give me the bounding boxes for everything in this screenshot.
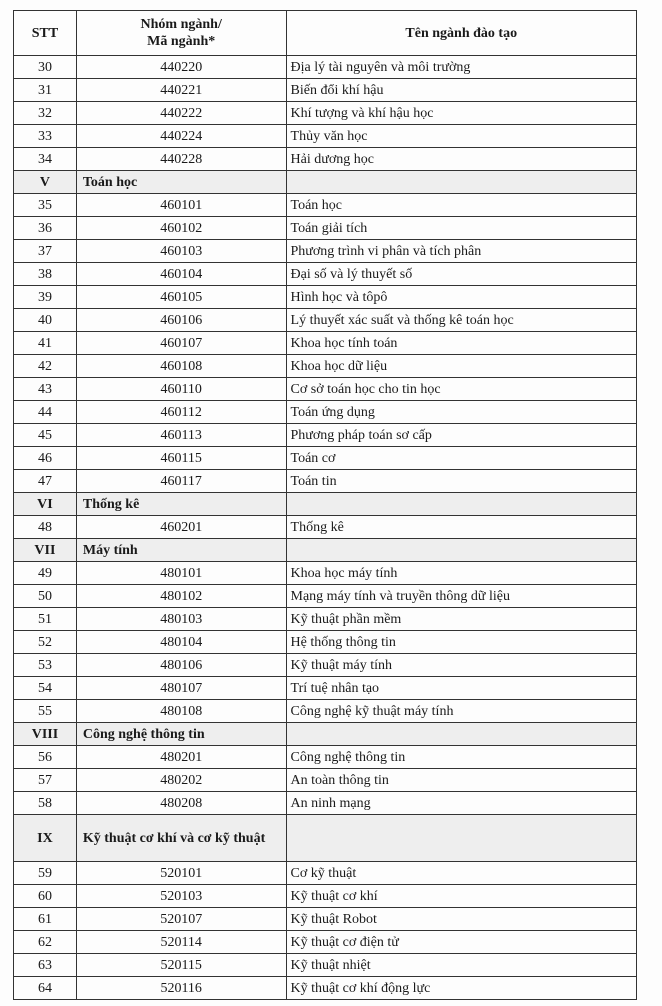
- table-row: [14, 332, 637, 355]
- row-code: 460117: [76, 470, 286, 493]
- row-code: 460105: [76, 286, 286, 309]
- row-name: Cơ sở toán học cho tin học: [286, 378, 636, 401]
- row-code: 460107: [76, 332, 286, 355]
- row-stt: 60: [14, 885, 77, 908]
- table-row: [14, 977, 637, 1000]
- row-code: 520115: [76, 954, 286, 977]
- group-row: [14, 171, 637, 194]
- row-stt: 45: [14, 424, 77, 447]
- table-row: [14, 931, 637, 954]
- row-name: Phương pháp toán sơ cấp: [286, 424, 636, 447]
- row-name: Kỹ thuật máy tính: [286, 654, 636, 677]
- table-row: [14, 194, 637, 217]
- row-code: 440221: [76, 79, 286, 102]
- row-stt: 36: [14, 217, 77, 240]
- header-name: Tên ngành đào tạo: [286, 11, 636, 56]
- row-stt: 54: [14, 677, 77, 700]
- row-name: Khoa học máy tính: [286, 562, 636, 585]
- row-name: Công nghệ kỹ thuật máy tính: [286, 700, 636, 723]
- row-stt: 49: [14, 562, 77, 585]
- table-row: [14, 470, 637, 493]
- row-code: 480202: [76, 769, 286, 792]
- row-name: Phương trình vi phân và tích phân: [286, 240, 636, 263]
- table-row: [14, 862, 637, 885]
- row-stt: 43: [14, 378, 77, 401]
- row-code: 460103: [76, 240, 286, 263]
- table-row: [14, 677, 637, 700]
- row-code: 480208: [76, 792, 286, 815]
- row-name: Hải dương học: [286, 148, 636, 171]
- row-name: Mạng máy tính và truyền thông dữ liệu: [286, 585, 636, 608]
- row-name: Thủy văn học: [286, 125, 636, 148]
- header-code: [76, 11, 286, 56]
- group-name: Kỹ thuật cơ khí và cơ kỹ thuật: [76, 815, 286, 862]
- table-row: [14, 792, 637, 815]
- group-empty-cell: [286, 493, 636, 516]
- row-name: Kỹ thuật nhiệt: [286, 954, 636, 977]
- row-stt: 64: [14, 977, 77, 1000]
- row-code: 460102: [76, 217, 286, 240]
- row-stt: 50: [14, 585, 77, 608]
- row-code: 520116: [76, 977, 286, 1000]
- table-row: [14, 608, 637, 631]
- row-code: 460115: [76, 447, 286, 470]
- row-name: Biến đổi khí hậu: [286, 79, 636, 102]
- table-row: [14, 102, 637, 125]
- group-row: [14, 723, 637, 746]
- row-code: 480108: [76, 700, 286, 723]
- row-stt: 47: [14, 470, 77, 493]
- row-code: 440220: [76, 56, 286, 79]
- row-name: Thống kê: [286, 516, 636, 539]
- group-row: [14, 539, 637, 562]
- table-row: [14, 217, 637, 240]
- table-row: [14, 240, 637, 263]
- row-name: Trí tuệ nhân tạo: [286, 677, 636, 700]
- group-empty-cell: [286, 815, 636, 862]
- group-number: VII: [14, 539, 77, 562]
- row-code: 480102: [76, 585, 286, 608]
- table-row: [14, 378, 637, 401]
- row-name: Lý thuyết xác suất và thống kê toán học: [286, 309, 636, 332]
- row-stt: 44: [14, 401, 77, 424]
- group-empty-cell: [286, 539, 636, 562]
- row-stt: 56: [14, 746, 77, 769]
- group-number: IX: [14, 815, 77, 862]
- row-stt: 37: [14, 240, 77, 263]
- row-stt: 35: [14, 194, 77, 217]
- row-name: Kỹ thuật phần mềm: [286, 608, 636, 631]
- group-name: Thống kê: [76, 493, 286, 516]
- row-stt: 52: [14, 631, 77, 654]
- row-stt: 40: [14, 309, 77, 332]
- row-stt: 55: [14, 700, 77, 723]
- row-name: An ninh mạng: [286, 792, 636, 815]
- group-name: Công nghệ thông tin: [76, 723, 286, 746]
- row-code: 460108: [76, 355, 286, 378]
- header-row: [14, 11, 637, 56]
- row-name: Toán giải tích: [286, 217, 636, 240]
- group-number: VI: [14, 493, 77, 516]
- row-code: 480104: [76, 631, 286, 654]
- row-stt: 30: [14, 56, 77, 79]
- group-number: V: [14, 171, 77, 194]
- table-header: [14, 11, 637, 56]
- table-row: [14, 355, 637, 378]
- row-stt: 39: [14, 286, 77, 309]
- row-name: Kỹ thuật cơ điện tử: [286, 931, 636, 954]
- table-row: [14, 447, 637, 470]
- table-row: [14, 286, 637, 309]
- row-stt: 48: [14, 516, 77, 539]
- table-row: [14, 954, 637, 977]
- header-code-line1: Nhóm ngành/: [140, 17, 222, 32]
- group-empty-cell: [286, 723, 636, 746]
- table-row: [14, 56, 637, 79]
- row-code: 520103: [76, 885, 286, 908]
- group-name: Toán học: [76, 171, 286, 194]
- majors-table: [13, 10, 637, 1000]
- row-name: Toán học: [286, 194, 636, 217]
- table-row: [14, 516, 637, 539]
- row-name: Địa lý tài nguyên và môi trường: [286, 56, 636, 79]
- table-row: [14, 885, 637, 908]
- table-row: [14, 79, 637, 102]
- row-stt: 62: [14, 931, 77, 954]
- table-row: [14, 148, 637, 171]
- group-name: Máy tính: [76, 539, 286, 562]
- row-code: 460110: [76, 378, 286, 401]
- table-body: [14, 56, 637, 1000]
- table-row: [14, 309, 637, 332]
- row-code: 480106: [76, 654, 286, 677]
- row-stt: 33: [14, 125, 77, 148]
- row-name: Toán tin: [286, 470, 636, 493]
- table-row: [14, 562, 637, 585]
- row-name: Công nghệ thông tin: [286, 746, 636, 769]
- row-stt: 57: [14, 769, 77, 792]
- row-stt: 38: [14, 263, 77, 286]
- table-row: [14, 263, 637, 286]
- row-name: Hệ thống thông tin: [286, 631, 636, 654]
- row-stt: 58: [14, 792, 77, 815]
- row-name: Kỹ thuật Robot: [286, 908, 636, 931]
- row-stt: 53: [14, 654, 77, 677]
- row-stt: 46: [14, 447, 77, 470]
- row-code: 520101: [76, 862, 286, 885]
- row-code: 440228: [76, 148, 286, 171]
- row-stt: 61: [14, 908, 77, 931]
- row-code: 480201: [76, 746, 286, 769]
- row-code: 460101: [76, 194, 286, 217]
- row-code: 460201: [76, 516, 286, 539]
- row-stt: 32: [14, 102, 77, 125]
- row-name: Hình học và tôpô: [286, 286, 636, 309]
- row-code: 460104: [76, 263, 286, 286]
- row-code: 460112: [76, 401, 286, 424]
- table-row: [14, 769, 637, 792]
- row-stt: 34: [14, 148, 77, 171]
- group-empty-cell: [286, 171, 636, 194]
- table-row: [14, 746, 637, 769]
- row-stt: 42: [14, 355, 77, 378]
- table-row: [14, 631, 637, 654]
- row-stt: 63: [14, 954, 77, 977]
- row-name: Đại số và lý thuyết số: [286, 263, 636, 286]
- header-code-line2: Mã ngành*: [147, 34, 216, 49]
- table-row: [14, 125, 637, 148]
- row-stt: 51: [14, 608, 77, 631]
- table-row: [14, 424, 637, 447]
- row-name: Khoa học tính toán: [286, 332, 636, 355]
- table-row: [14, 585, 637, 608]
- row-stt: 41: [14, 332, 77, 355]
- row-name: Khoa học dữ liệu: [286, 355, 636, 378]
- row-code: 440224: [76, 125, 286, 148]
- row-name: Kỹ thuật cơ khí động lực: [286, 977, 636, 1000]
- row-code: 480103: [76, 608, 286, 631]
- row-name: Kỹ thuật cơ khí: [286, 885, 636, 908]
- row-name: Toán ứng dụng: [286, 401, 636, 424]
- header-stt: STT: [14, 11, 77, 56]
- row-code: 520107: [76, 908, 286, 931]
- table-row: [14, 908, 637, 931]
- row-stt: 59: [14, 862, 77, 885]
- table-row: [14, 654, 637, 677]
- row-stt: 31: [14, 79, 77, 102]
- row-name: An toàn thông tin: [286, 769, 636, 792]
- group-row: [14, 493, 637, 516]
- group-row: [14, 815, 637, 862]
- row-code: 440222: [76, 102, 286, 125]
- row-name: Khí tượng và khí hậu học: [286, 102, 636, 125]
- group-number: VIII: [14, 723, 77, 746]
- table-row: [14, 700, 637, 723]
- row-name: Cơ kỹ thuật: [286, 862, 636, 885]
- row-code: 460106: [76, 309, 286, 332]
- row-code: 480101: [76, 562, 286, 585]
- row-name: Toán cơ: [286, 447, 636, 470]
- row-code: 520114: [76, 931, 286, 954]
- row-code: 460113: [76, 424, 286, 447]
- row-code: 480107: [76, 677, 286, 700]
- table-row: [14, 401, 637, 424]
